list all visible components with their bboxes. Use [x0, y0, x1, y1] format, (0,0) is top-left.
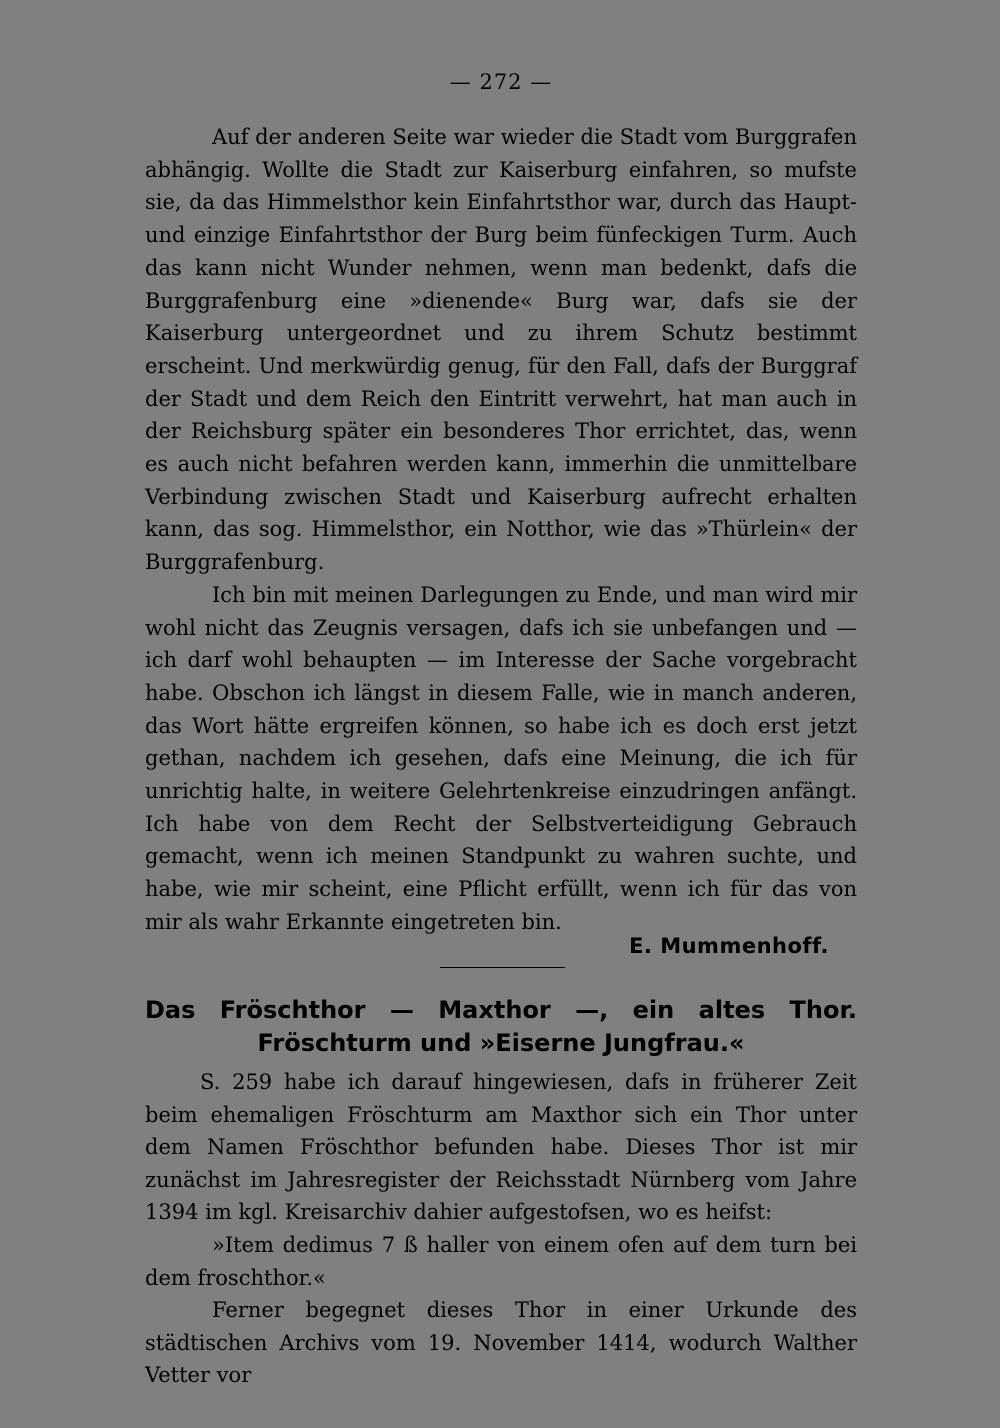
first-article-body: [145, 121, 857, 939]
section-divider: [440, 967, 565, 968]
article-title-line-1: Das Fröschthor — Maxthor —, ein altes Thor.: [145, 996, 857, 1024]
page-number: — 272 —: [449, 70, 553, 94]
article-paragraph-2: Ferner begegnet dieses Thor in einer Urkunde des städtischen Archivs vom 19. November 1414, wodurch Walther Vetter vor: [145, 1298, 857, 1388]
article-title: [145, 994, 857, 1060]
author-signature: E. Mummenhoff.: [629, 934, 829, 958]
archival-quote: »Item dedimus 7 ß haller von einem ofen auf dem turn bei dem froschthor.«: [145, 1232, 857, 1290]
second-article-body: [145, 1066, 857, 1392]
article-paragraph-1: S. 259 habe ich darauf hingewiesen, dafs in früherer Zeit beim ehemaligen Fröschturm am Maxthor sich ein Thor unter dem Namen Fröschthor befunden habe. Dieses Thor ist mir zunächst im Jahresregister der Reichsstadt Nürnberg vom Jahre 1394 im kgl. Kreisarchiv dahier aufgestofsen, wo es heifst:: [145, 1070, 857, 1225]
paragraph-2: Ich bin mit meinen Darlegungen zu Ende, und man wird mir wohl nicht das Zeugnis versagen, dafs ich sie unbefangen und — ich darf wohl behaupten — im Interesse der Sache vorgebracht habe. Obschon ich längst in diesem Falle, wie in manch anderen, das Wort hätte ergreifen können, so habe ich es doch erst jetzt gethan, nachdem ich gesehen, dafs eine Meinung, die ich für unrichtig halte, in weitere Gelehrtenkreise einzudringen anfängt. Ich habe von dem Recht der Selbstverteidigung Gebrauch gemacht, wenn ich meinen Standpunkt zu wahren suchte, und habe, wie mir scheint, eine Pflicht erfüllt, wenn ich für das von mir als wahr Erkannte eingetreten bin.: [145, 582, 857, 934]
article-title-line-2: Fröschturm und »Eiserne Jungfrau.«: [257, 1029, 745, 1057]
paragraph-1: Auf der anderen Seite war wieder die Stadt vom Burggrafen abhängig. Wollte die Stadt zur Kaiserburg einfahren, so mufste sie, da das Himmelsthor kein Einfahrtsthor war, durch das Haupt- und einzige Einfahrtsthor der Burg beim fünfeckigen Turm. Auch das kann nicht Wunder nehmen, wenn man bedenkt, dafs die Burggrafenburg eine »dienende« Burg war, dafs sie der Kaiserburg untergeordnet und zu ihrem Schutz bestimmt erscheint. Und merkwürdig genug, für den Fall, dafs der Burggraf der Stadt und dem Reich den Eintritt verwehrt, hat man auch in der Reichsburg später ein besonderes Thor errichtet, das, wenn es auch nicht befahren werden kann, immerhin die unmittelbare Verbindung zwischen Stadt und Kaiserburg aufrecht erhalten kann, das sog. Himmelsthor, ein Notthor, wie das »Thürlein« der Burggrafenburg.: [145, 125, 857, 575]
